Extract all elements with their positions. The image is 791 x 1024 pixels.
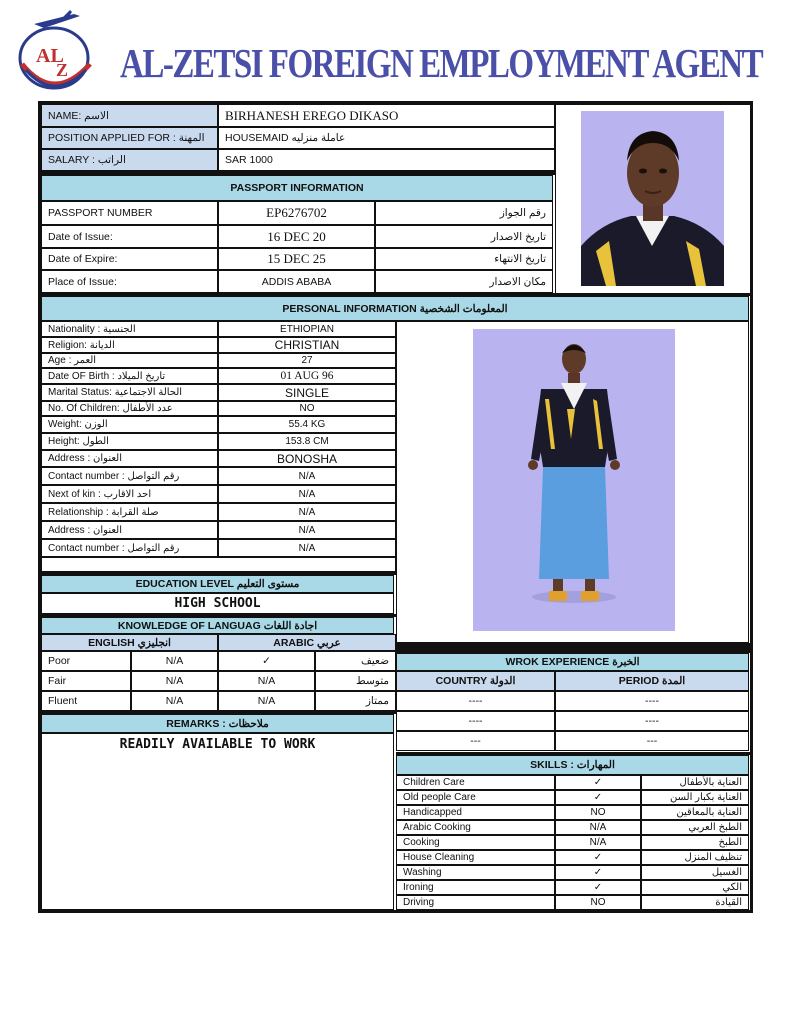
- skill-arabic: الطبخ: [641, 835, 749, 850]
- language-level-arabic: ضعيف: [315, 651, 396, 671]
- personal-row-value: NO: [218, 401, 396, 416]
- skill-name: Arabic Cooking: [396, 820, 555, 835]
- skill-name: Children Care: [396, 775, 555, 790]
- personal-row-value: N/A: [218, 503, 396, 521]
- name-label: NAME: الاسم: [41, 104, 218, 127]
- skill-value: NO: [555, 895, 641, 910]
- skill-arabic: العناية بكبار السن: [641, 790, 749, 805]
- personal-row-label: Next of kin : احد الاقارب: [41, 485, 218, 503]
- experience-country: ---: [396, 731, 555, 751]
- personal-row-label: Date OF Birth : تاريخ الميلاد: [41, 368, 218, 384]
- skill-value: ✓: [555, 865, 641, 880]
- languages-header: KNOWLEDGE OF LANGUAG اجادة اللغات: [41, 617, 394, 634]
- experience-period: ----: [555, 711, 749, 731]
- passport-row-label: Place of Issue:: [41, 270, 218, 293]
- personal-row-label: Address : العنوان: [41, 521, 218, 539]
- passport-row-arabic: رقم الجواز: [375, 201, 553, 225]
- experience-country: ----: [396, 691, 555, 711]
- language-english-value: N/A: [131, 691, 218, 711]
- personal-row-label: Nationality : الجنسية: [41, 321, 218, 337]
- personal-row-label: No. Of Children: عدد الأطفال: [41, 401, 218, 416]
- personal-blank-row: [41, 557, 396, 572]
- remarks-value: READILY AVAILABLE TO WORK: [41, 733, 394, 910]
- passport-row-value: EP6276702: [218, 201, 375, 225]
- english-label: ENGLISH انجليزي: [41, 634, 218, 651]
- skill-arabic: تنظيف المنزل: [641, 850, 749, 865]
- skill-value: ✓: [555, 790, 641, 805]
- skill-name: Washing: [396, 865, 555, 880]
- personal-row-value: SINGLE: [218, 384, 396, 401]
- passport-row-label: PASSPORT NUMBER: [41, 201, 218, 225]
- education-value: HIGH SCHOOL: [41, 593, 394, 614]
- personal-row-value: N/A: [218, 539, 396, 557]
- skill-name: Driving: [396, 895, 555, 910]
- agency-title: AL-ZETSI FOREIGN EMPLOYMENT AGENT: [120, 42, 763, 87]
- personal-row-label: Height: الطول: [41, 433, 218, 450]
- agency-logo: [14, 8, 100, 92]
- skill-name: Ironing: [396, 880, 555, 895]
- language-level-arabic: متوسط: [315, 671, 396, 691]
- passport-row-arabic: تاريخ الانتهاء: [375, 248, 553, 270]
- experience-period: ---: [555, 731, 749, 751]
- portrait-photo-cell: [555, 104, 751, 295]
- position-value: HOUSEMAID عاملة منزليه: [218, 127, 555, 149]
- skills-header: SKILLS : المهارات: [396, 755, 749, 775]
- personal-row-label: Relationship : صلة القرابة: [41, 503, 218, 521]
- period-label: PERIOD المدة: [555, 671, 749, 691]
- personal-row-label: Age : العمر: [41, 353, 218, 368]
- personal-row-value: ETHIOPIAN: [218, 321, 396, 337]
- salary-value: SAR 1000: [218, 149, 555, 171]
- personal-row-label: Contact number : رقم التواصل: [41, 467, 218, 485]
- personal-row-value: 55.4 KG: [218, 416, 396, 433]
- personal-row-value: N/A: [218, 485, 396, 503]
- language-level: Poor: [41, 651, 131, 671]
- personal-row-value: 27: [218, 353, 396, 368]
- language-english-value: N/A: [131, 651, 218, 671]
- passport-row-label: Date of Issue:: [41, 225, 218, 248]
- skill-arabic: الغسيل: [641, 865, 749, 880]
- skill-arabic: الطبخ العربي: [641, 820, 749, 835]
- position-label: POSITION APPLIED FOR : المهنة: [41, 127, 218, 149]
- personal-row-value: 01 AUG 96: [218, 368, 396, 384]
- skill-value: ✓: [555, 775, 641, 790]
- language-level: Fair: [41, 671, 131, 691]
- skill-value: ✓: [555, 880, 641, 895]
- skill-name: Old people Care: [396, 790, 555, 805]
- personal-row-label: Weight: الوزن: [41, 416, 218, 433]
- language-arabic-value: N/A: [218, 671, 315, 691]
- full-body-photo: [473, 329, 675, 631]
- skill-arabic: العناية بالمعاقين: [641, 805, 749, 820]
- passport-row-value: ADDIS ABABA: [218, 270, 375, 293]
- skill-value: ✓: [555, 850, 641, 865]
- language-level: Fluent: [41, 691, 131, 711]
- personal-row-label: Marital Status: الحالة الاجتماعية: [41, 384, 218, 401]
- svg-text:Z: Z: [56, 60, 69, 80]
- experience-country: ----: [396, 711, 555, 731]
- language-arabic-value: ✓: [218, 651, 315, 671]
- svg-text:AL: AL: [36, 45, 64, 67]
- passport-row-value: 16 DEC 20: [218, 225, 375, 248]
- personal-row-value: N/A: [218, 467, 396, 485]
- language-arabic-value: N/A: [218, 691, 315, 711]
- personal-row-value: CHRISTIAN: [218, 337, 396, 353]
- passport-header: PASSPORT INFORMATION: [41, 175, 553, 201]
- experience-header: WROK EXPERIENCE الخبرة: [396, 653, 749, 671]
- personal-row-label: Contact number : رقم التواصل: [41, 539, 218, 557]
- portrait-photo: [581, 111, 724, 286]
- salary-label: SALARY : الراتب: [41, 149, 218, 171]
- skill-name: Cooking: [396, 835, 555, 850]
- skill-arabic: العناية بالأطفال: [641, 775, 749, 790]
- skill-value: NO: [555, 805, 641, 820]
- personal-header: PERSONAL INFORMATION المعلومات الشخصية: [41, 296, 749, 321]
- experience-period: ----: [555, 691, 749, 711]
- skill-name: House Cleaning: [396, 850, 555, 865]
- skill-name: Handicapped: [396, 805, 555, 820]
- personal-row-value: N/A: [218, 521, 396, 539]
- name-value: BIRHANESH EREGO DIKASO: [218, 104, 555, 127]
- passport-row-arabic: مكان الاصدار: [375, 270, 553, 293]
- skill-value: N/A: [555, 835, 641, 850]
- arabic-label: ARABIC عربي: [218, 634, 396, 651]
- skill-arabic: الكي: [641, 880, 749, 895]
- personal-row-value: 153.8 CM: [218, 433, 396, 450]
- language-level-arabic: ممتاز: [315, 691, 396, 711]
- personal-row-label: Address : العنوان: [41, 450, 218, 467]
- language-english-value: N/A: [131, 671, 218, 691]
- personal-row-value: BONOSHA: [218, 450, 396, 467]
- full-body-photo-cell: [396, 321, 749, 643]
- education-header: EDUCATION LEVEL مستوى التعليم: [41, 575, 394, 593]
- passport-row-label: Date of Expire:: [41, 248, 218, 270]
- passport-row-value: 15 DEC 25: [218, 248, 375, 270]
- country-label: COUNTRY الدولة: [396, 671, 555, 691]
- passport-row-arabic: تاريخ الاصدار: [375, 225, 553, 248]
- personal-row-label: Religion: الديانة: [41, 337, 218, 353]
- remarks-header: REMARKS : ملاحظات: [41, 714, 394, 733]
- skill-value: N/A: [555, 820, 641, 835]
- skill-arabic: القيادة: [641, 895, 749, 910]
